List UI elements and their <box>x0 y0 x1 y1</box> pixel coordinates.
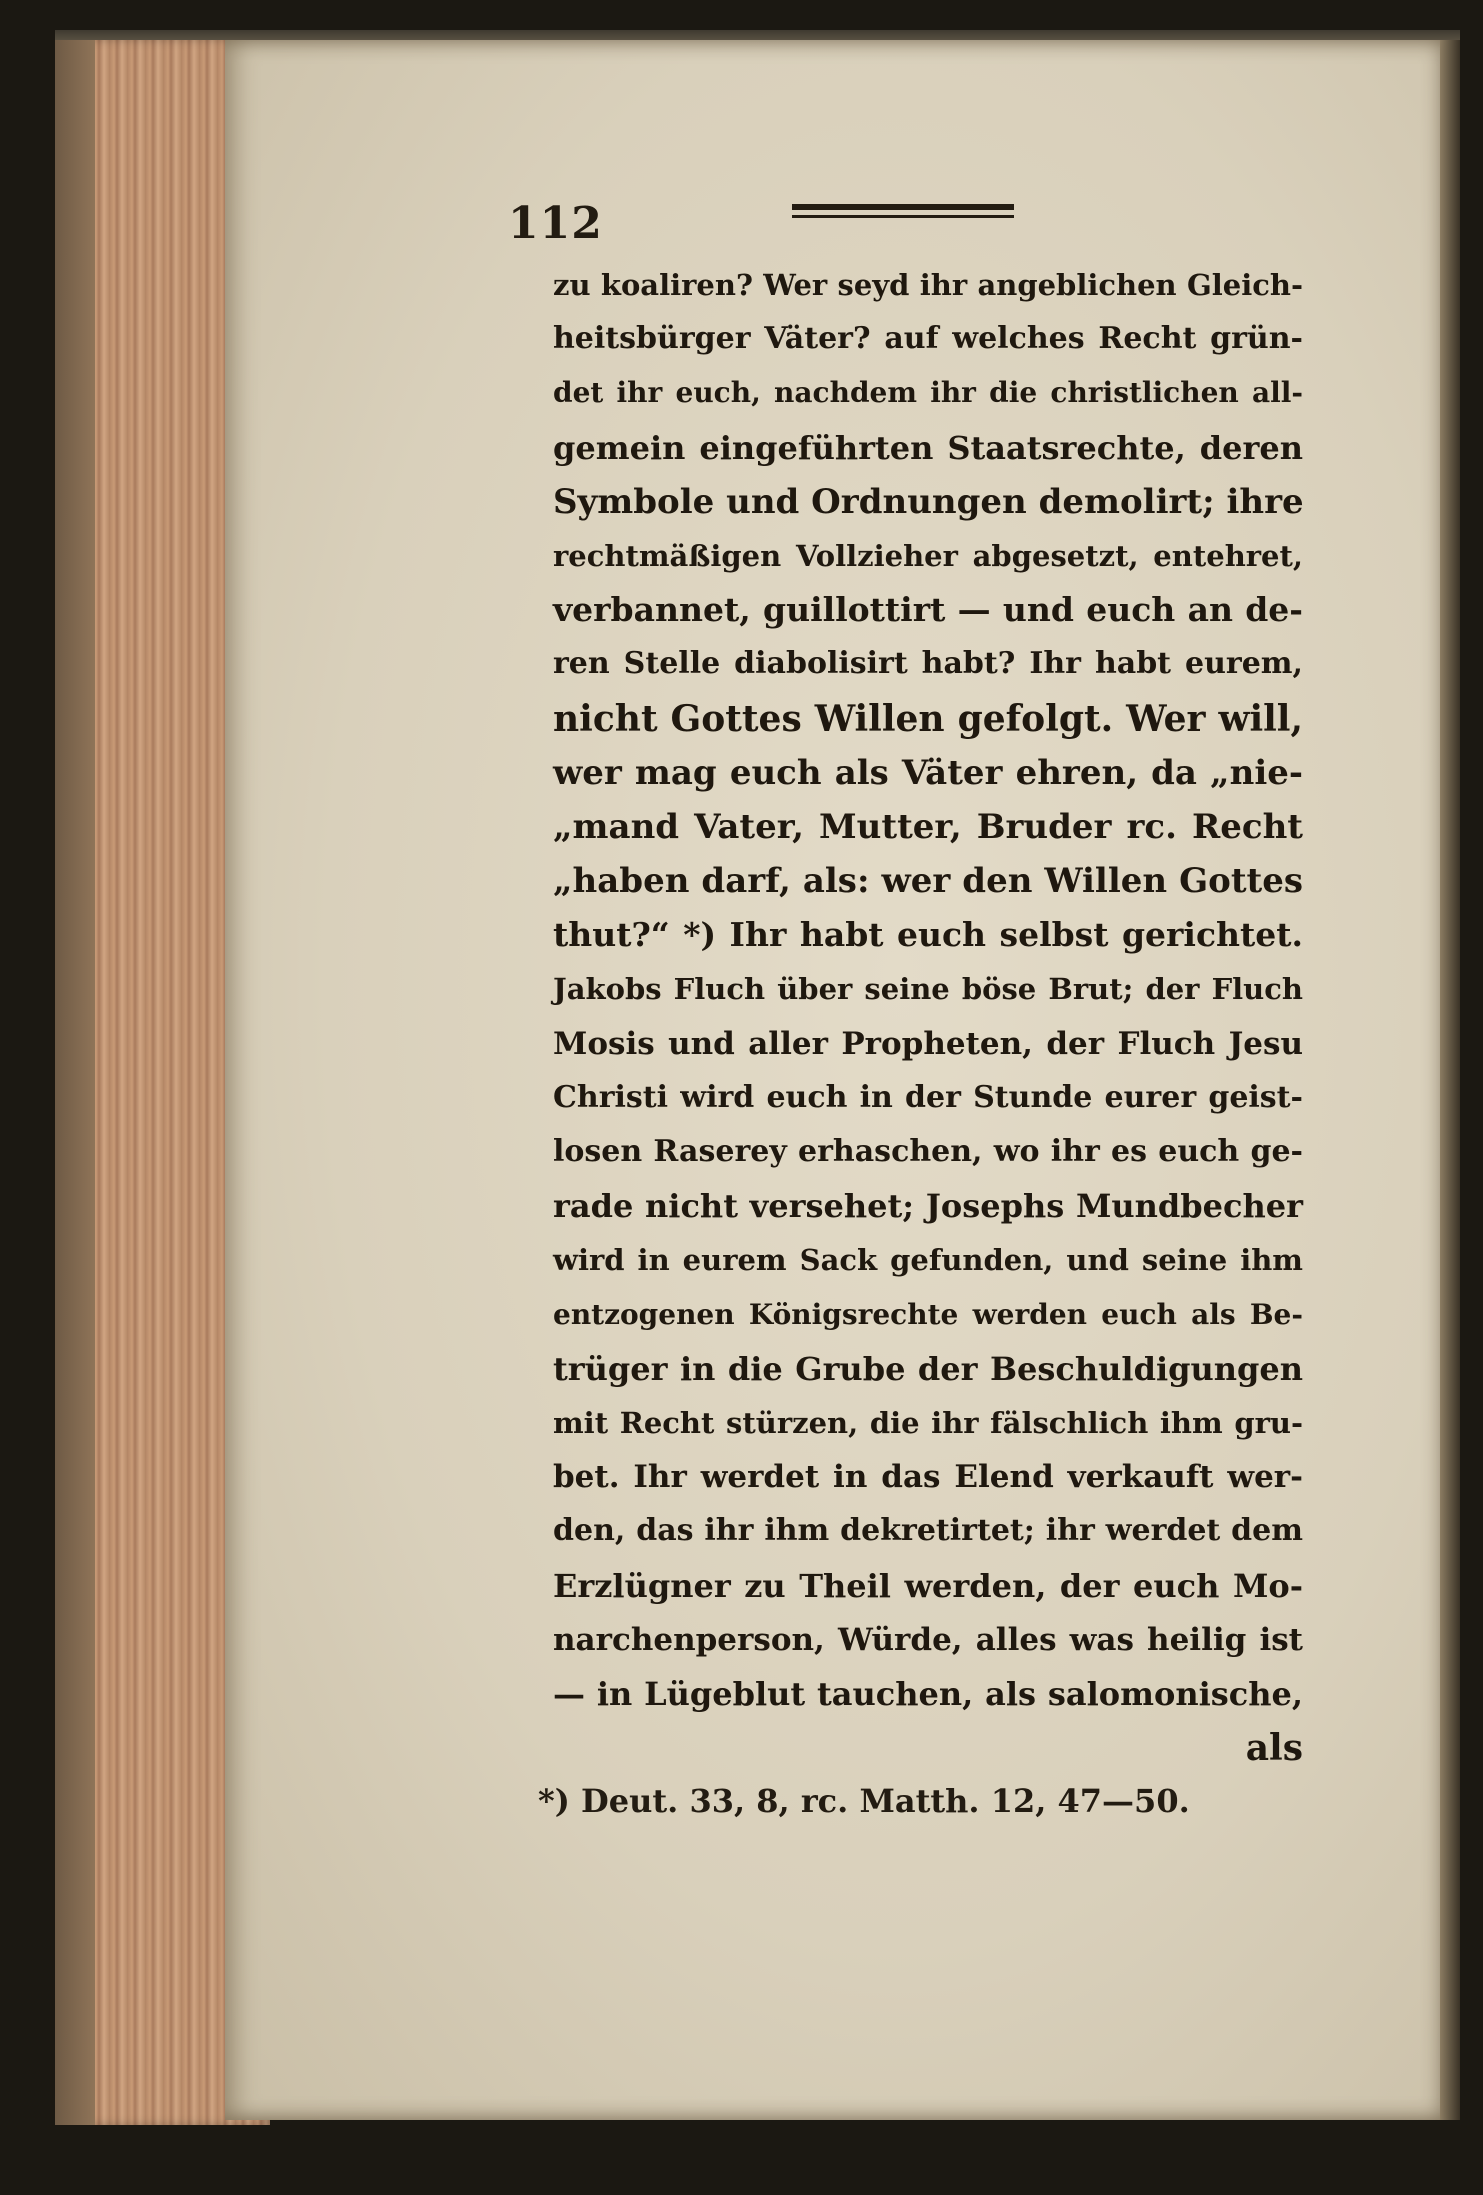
text-line: thut?“ *) Ihr habt euch selbst gerichtet. <box>553 915 1303 955</box>
text-line: Christi wird euch in der Stunde eurer geist- <box>553 1079 1303 1115</box>
text-line: rechtmäßigen Vollzieher abgesetzt, entehret, <box>553 538 1303 573</box>
text-line: trüger in die Grube der Beschuldigungen <box>553 1349 1303 1388</box>
text-line: rade nicht versehet; Josephs Mundbecher <box>553 1187 1303 1226</box>
text-line: Mosis und aller Propheten, der Fluch Jesu <box>553 1025 1303 1062</box>
header-rule <box>792 204 1014 218</box>
text-line: Jakobs Fluch über seine böse Brut; der Fluch <box>553 972 1303 1007</box>
text-line: „haben darf, als: wer den Willen Gottes <box>553 861 1303 902</box>
text-line: losen Raserey erhaschen, wo ihr es euch ge- <box>553 1134 1303 1169</box>
catchword: als <box>1245 1727 1303 1770</box>
text-line: wer mag euch als Väter ehren, da „nie- <box>553 752 1303 793</box>
text-line: den, das ihr ihm dekretirtet; ihr werdet dem <box>553 1513 1303 1549</box>
text-line: nicht Gottes Willen gefolgt. Wer will, <box>553 697 1303 740</box>
footnote: *) Deut. 33, 8, rc. Matth. 12, 47—50. <box>538 1782 1190 1820</box>
text-line: det ihr euch, nachdem ihr die christlichen all- <box>553 376 1303 410</box>
text-line: narchenperson, Würde, alles was heilig ist <box>553 1621 1303 1658</box>
text-line: entzogenen Königsrechte werden euch als Be- <box>553 1297 1303 1331</box>
text-line: — in Lügeblut tauchen, als salomonische, <box>553 1674 1303 1713</box>
text-line: heitsbürger Väter? auf welches Recht grün- <box>553 321 1303 357</box>
text-line: gemein eingeführten Staatsrechte, deren <box>553 428 1303 467</box>
text-line: bet. Ihr werdet in das Elend verkauft wer- <box>553 1459 1303 1496</box>
text-line: verbannet, guillottirt — und euch an de- <box>553 590 1303 630</box>
text-line: zu koaliren? Wer seyd ihr angeblichen Gleich- <box>553 268 1303 302</box>
text-line: mit Recht stürzen, die ihr fälschlich ihm gru- <box>553 1405 1303 1440</box>
text-line: Erzlügner zu Theil werden, der euch Mo- <box>553 1566 1303 1605</box>
text-line: „mand Vater, Mutter, Bruder rc. Recht <box>553 806 1303 847</box>
text-line: Symbole und Ordnungen demolirt; ihre <box>553 481 1304 522</box>
page-right-edge <box>1440 40 1460 2120</box>
page-number: 112 <box>508 198 603 249</box>
text-line: wird in eurem Sack gefunden, und seine ihm <box>553 1243 1303 1278</box>
body-text <box>553 258 1303 1775</box>
text-line: ren Stelle diabolisirt habt? Ihr habt eurem, <box>553 646 1303 682</box>
